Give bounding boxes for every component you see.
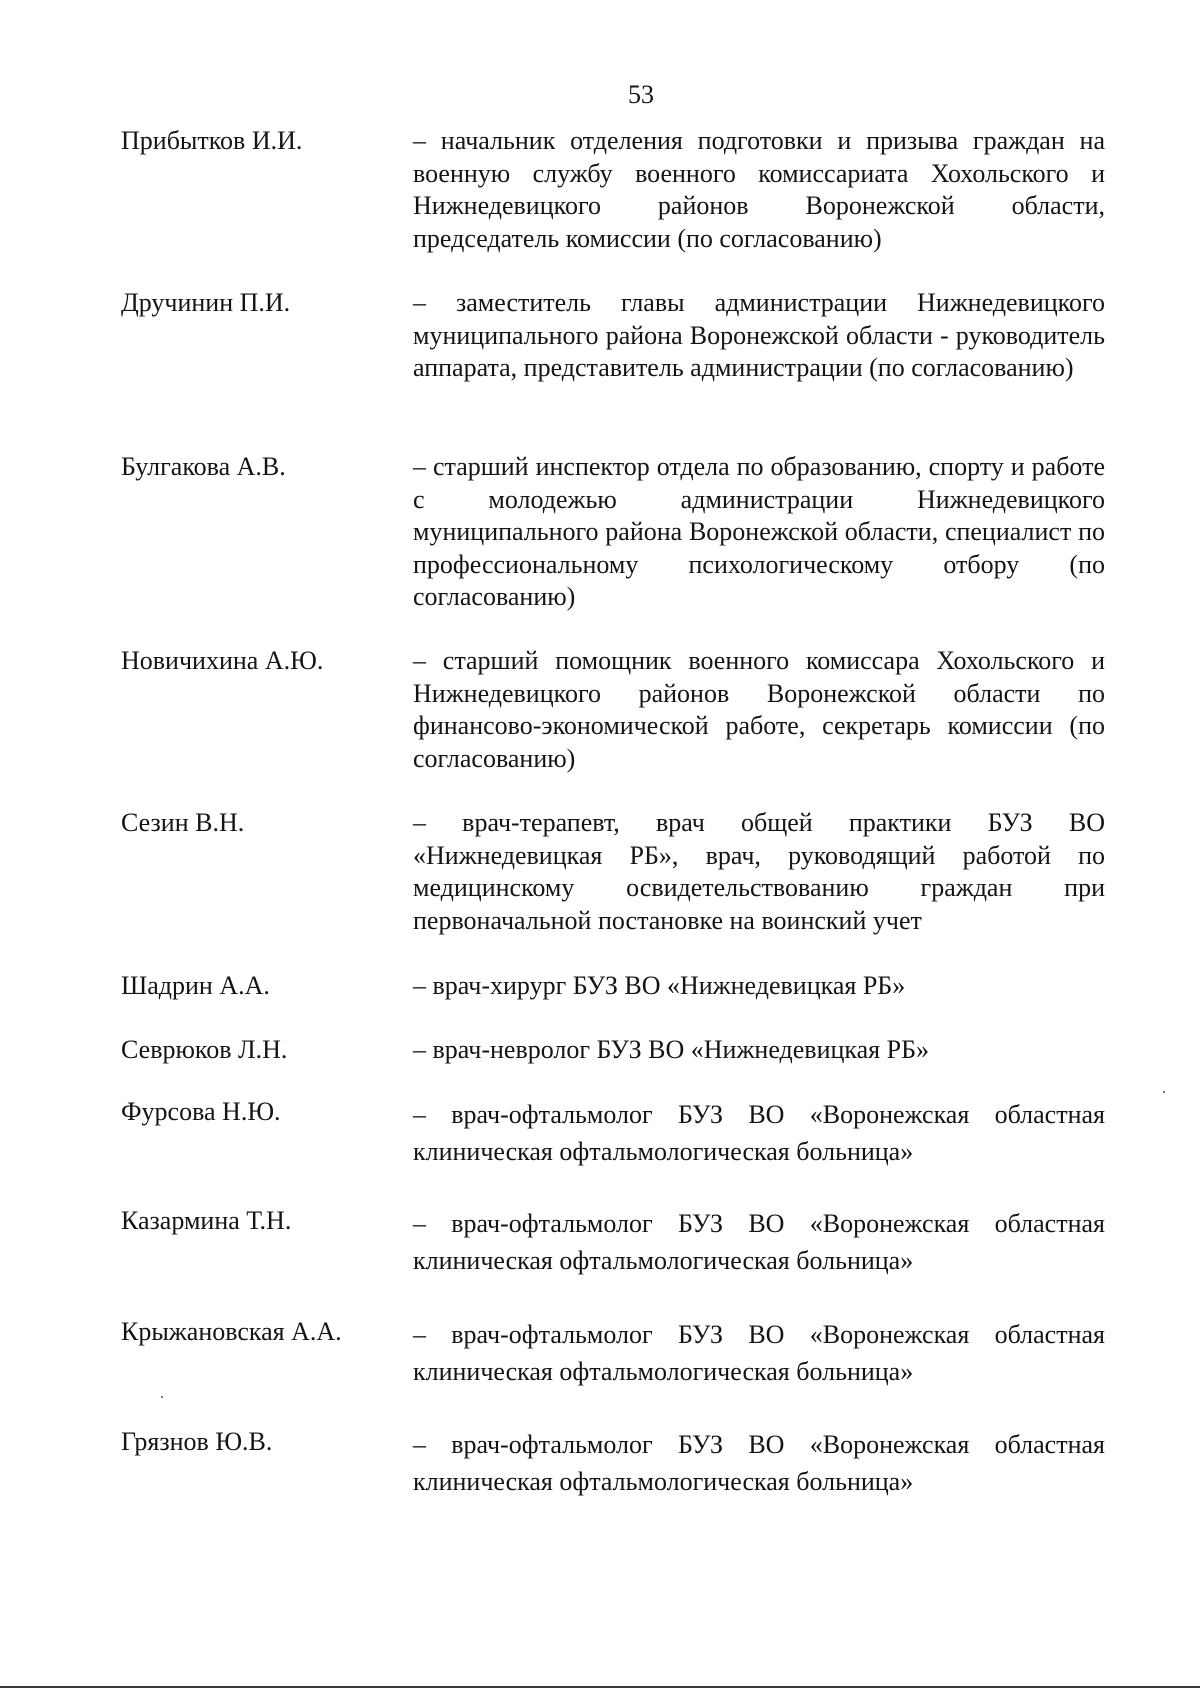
member-name: Булгакова А.В. xyxy=(121,452,286,481)
member-description: – врач-терапевт, врач общей практики БУЗ ВО «Нижнедевицкая РБ», врач, руководящий работой по медицинскому освидетельствованию граждан при первоначальной постановке на воинский учет xyxy=(413,808,1105,935)
member-name: Прибытков И.И. xyxy=(121,126,303,155)
member-name: Крыжановская А.А. xyxy=(121,1317,342,1346)
member-name: Севрюков Л.Н. xyxy=(121,1035,288,1064)
member-name: Дручинин П.И. xyxy=(121,288,291,317)
member-name: Шадрин А.А. xyxy=(121,971,270,1000)
member-name: Новичихина А.Ю. xyxy=(121,646,324,675)
member-description: – старший помощник военного комиссара Хохольского и Нижнедевицкого районов Воронежской области по финансово-экономической работе, секретарь комиссии (по согласованию) xyxy=(413,646,1105,773)
member-description: – начальник отделения подготовки и призыва граждан на военную службу военного комиссариата Хохольского и Нижнедевицкого районов Воронежской области, председатель комиссии (по согласованию) xyxy=(413,126,1105,253)
member-name: Грязнов Ю.В. xyxy=(121,1427,273,1456)
member-name: Сезин В.Н. xyxy=(121,808,245,837)
scan-speck xyxy=(1163,1091,1165,1093)
member-description: – врач-офтальмолог БУЗ ВО «Воронежская областная клиническая офтальмологическая больница» xyxy=(413,1430,1105,1496)
member-description: – врач-хирург БУЗ ВО «Нижнедевицкая РБ» xyxy=(413,971,906,1000)
member-name: Казармина Т.Н. xyxy=(121,1206,292,1235)
member-description: – врач-офтальмолог БУЗ ВО «Воронежская областная клиническая офтальмологическая больница» xyxy=(413,1320,1105,1386)
member-description: – врач-офтальмолог БУЗ ВО «Воронежская областная клиническая офтальмологическая больница» xyxy=(413,1209,1105,1275)
member-description: – врач-невролог БУЗ ВО «Нижнедевицкая РБ» xyxy=(413,1035,930,1064)
page-bottom-rule xyxy=(0,1686,1200,1688)
scan-speck xyxy=(161,1396,163,1398)
member-description: – заместитель главы администрации Нижнедевицкого муниципального района Воронежской области - руководитель аппарата, представитель администрации (по согласованию) xyxy=(413,288,1105,382)
member-name: Фурсова Н.Ю. xyxy=(121,1097,281,1126)
page-number: 53 xyxy=(628,80,654,109)
member-description: – старший инспектор отдела по образованию, спорту и работе с молодежью администрации Нижнедевицкого муниципального района Воронежской области, специалист по профессиональному психологическому отбору (по согласованию) xyxy=(413,452,1105,611)
member-description: – врач-офтальмолог БУЗ ВО «Воронежская областная клиническая офтальмологическая больница» xyxy=(413,1100,1105,1166)
